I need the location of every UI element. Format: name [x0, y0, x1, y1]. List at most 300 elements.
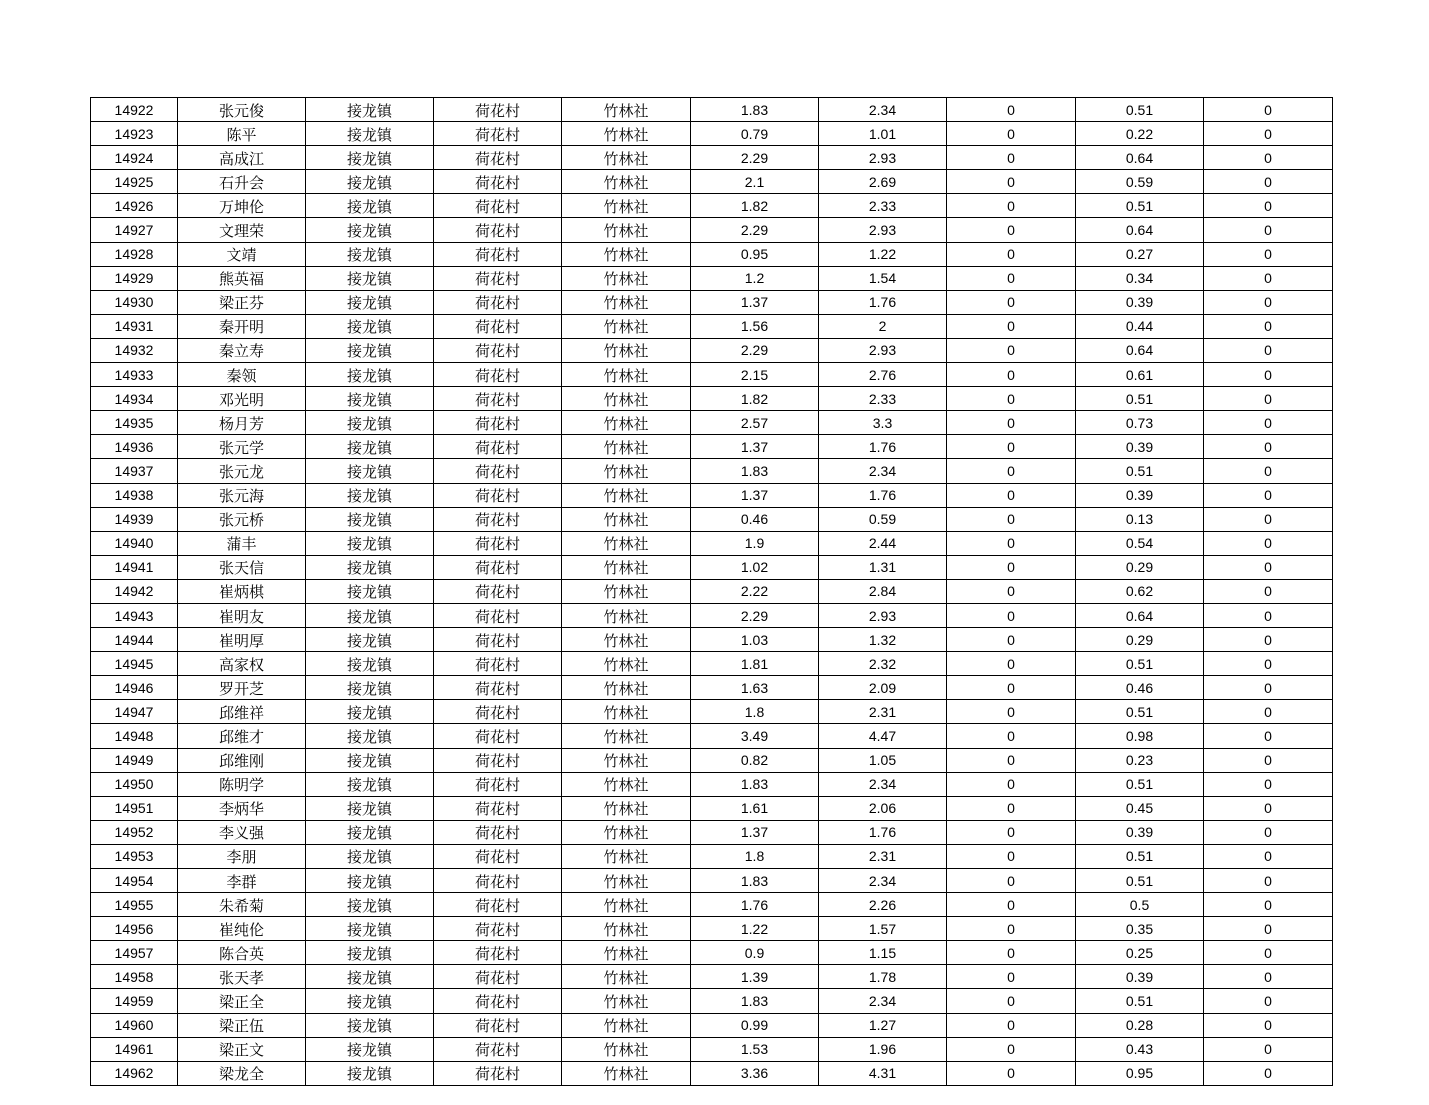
cell-id: 14943 [91, 603, 178, 627]
cell-value-a: 1.9 [691, 531, 819, 555]
table-row [91, 652, 1333, 676]
cell-value-c: 0 [947, 146, 1076, 170]
cell-id: 14962 [91, 1061, 178, 1085]
cell-value-c: 0 [947, 965, 1076, 989]
cell-town: 接龙镇 [306, 652, 434, 676]
cell-community: 竹林社 [562, 603, 691, 627]
cell-name: 文理荣 [178, 218, 306, 242]
cell-village: 荷花村 [434, 724, 562, 748]
table-row [91, 603, 1333, 627]
table-row [91, 218, 1333, 242]
cell-value-a: 3.36 [691, 1061, 819, 1085]
cell-id: 14936 [91, 435, 178, 459]
cell-community: 竹林社 [562, 146, 691, 170]
data-table [90, 97, 1333, 1086]
cell-value-b: 2.34 [819, 459, 947, 483]
cell-value-e: 0 [1204, 1061, 1333, 1085]
cell-town: 接龙镇 [306, 676, 434, 700]
cell-id: 14925 [91, 170, 178, 194]
cell-town: 接龙镇 [306, 1013, 434, 1037]
cell-value-b: 2.84 [819, 579, 947, 603]
cell-id: 14935 [91, 411, 178, 435]
cell-name: 梁正芬 [178, 290, 306, 314]
cell-value-b: 1.76 [819, 820, 947, 844]
cell-village: 荷花村 [434, 1061, 562, 1085]
cell-value-e: 0 [1204, 796, 1333, 820]
cell-value-c: 0 [947, 652, 1076, 676]
cell-community: 竹林社 [562, 507, 691, 531]
cell-id: 14949 [91, 748, 178, 772]
cell-value-c: 0 [947, 893, 1076, 917]
cell-name: 李义强 [178, 820, 306, 844]
cell-id: 14945 [91, 652, 178, 676]
cell-community: 竹林社 [562, 965, 691, 989]
cell-town: 接龙镇 [306, 146, 434, 170]
cell-value-d: 0.43 [1076, 1037, 1204, 1061]
table-row [91, 1061, 1333, 1085]
cell-value-d: 0.51 [1076, 652, 1204, 676]
cell-value-e: 0 [1204, 869, 1333, 893]
table-row [91, 314, 1333, 338]
cell-id: 14939 [91, 507, 178, 531]
cell-value-b: 2.44 [819, 531, 947, 555]
cell-community: 竹林社 [562, 363, 691, 387]
cell-value-b: 2 [819, 314, 947, 338]
cell-value-c: 0 [947, 772, 1076, 796]
cell-value-a: 1.83 [691, 772, 819, 796]
cell-value-e: 0 [1204, 603, 1333, 627]
cell-value-d: 0.54 [1076, 531, 1204, 555]
cell-town: 接龙镇 [306, 387, 434, 411]
cell-value-d: 0.51 [1076, 989, 1204, 1013]
cell-community: 竹林社 [562, 676, 691, 700]
cell-community: 竹林社 [562, 724, 691, 748]
cell-value-d: 0.62 [1076, 579, 1204, 603]
cell-value-a: 2.15 [691, 363, 819, 387]
cell-value-b: 2.34 [819, 989, 947, 1013]
cell-value-e: 0 [1204, 531, 1333, 555]
cell-value-c: 0 [947, 676, 1076, 700]
cell-value-b: 2.06 [819, 796, 947, 820]
cell-value-c: 0 [947, 266, 1076, 290]
cell-value-c: 0 [947, 435, 1076, 459]
table-row [91, 579, 1333, 603]
cell-value-e: 0 [1204, 579, 1333, 603]
cell-value-a: 2.57 [691, 411, 819, 435]
cell-value-c: 0 [947, 387, 1076, 411]
cell-community: 竹林社 [562, 531, 691, 555]
cell-village: 荷花村 [434, 483, 562, 507]
cell-id: 14941 [91, 555, 178, 579]
table-body [91, 98, 1333, 1086]
cell-value-b: 3.3 [819, 411, 947, 435]
cell-id: 14922 [91, 98, 178, 122]
cell-value-b: 2.93 [819, 146, 947, 170]
cell-town: 接龙镇 [306, 820, 434, 844]
cell-village: 荷花村 [434, 700, 562, 724]
cell-value-d: 0.73 [1076, 411, 1204, 435]
cell-value-c: 0 [947, 290, 1076, 314]
cell-name: 罗开芝 [178, 676, 306, 700]
cell-value-d: 0.64 [1076, 218, 1204, 242]
cell-town: 接龙镇 [306, 194, 434, 218]
cell-value-a: 1.63 [691, 676, 819, 700]
cell-value-c: 0 [947, 603, 1076, 627]
cell-value-a: 1.37 [691, 820, 819, 844]
cell-value-c: 0 [947, 844, 1076, 868]
table-row [91, 242, 1333, 266]
table-row [91, 363, 1333, 387]
cell-value-e: 0 [1204, 338, 1333, 362]
cell-id: 14957 [91, 941, 178, 965]
cell-name: 高成江 [178, 146, 306, 170]
cell-community: 竹林社 [562, 772, 691, 796]
table-row [91, 387, 1333, 411]
cell-value-a: 1.61 [691, 796, 819, 820]
cell-value-e: 0 [1204, 459, 1333, 483]
cell-id: 14950 [91, 772, 178, 796]
cell-village: 荷花村 [434, 146, 562, 170]
cell-community: 竹林社 [562, 387, 691, 411]
cell-village: 荷花村 [434, 965, 562, 989]
cell-value-d: 0.95 [1076, 1061, 1204, 1085]
cell-value-e: 0 [1204, 146, 1333, 170]
cell-id: 14944 [91, 628, 178, 652]
cell-value-c: 0 [947, 218, 1076, 242]
cell-town: 接龙镇 [306, 1061, 434, 1085]
cell-village: 荷花村 [434, 989, 562, 1013]
cell-community: 竹林社 [562, 820, 691, 844]
cell-value-d: 0.51 [1076, 459, 1204, 483]
table-row [91, 459, 1333, 483]
cell-village: 荷花村 [434, 917, 562, 941]
cell-value-b: 1.27 [819, 1013, 947, 1037]
table-row [91, 989, 1333, 1013]
cell-value-e: 0 [1204, 941, 1333, 965]
cell-id: 14923 [91, 122, 178, 146]
cell-value-e: 0 [1204, 748, 1333, 772]
cell-village: 荷花村 [434, 194, 562, 218]
cell-value-b: 2.69 [819, 170, 947, 194]
cell-value-d: 0.25 [1076, 941, 1204, 965]
table-row [91, 555, 1333, 579]
cell-name: 邓光明 [178, 387, 306, 411]
cell-value-b: 1.96 [819, 1037, 947, 1061]
cell-id: 14955 [91, 893, 178, 917]
table-row [91, 893, 1333, 917]
cell-value-c: 0 [947, 1037, 1076, 1061]
table-row [91, 1037, 1333, 1061]
cell-value-d: 0.51 [1076, 194, 1204, 218]
cell-town: 接龙镇 [306, 796, 434, 820]
cell-name: 张元龙 [178, 459, 306, 483]
cell-id: 14924 [91, 146, 178, 170]
cell-value-a: 2.29 [691, 146, 819, 170]
table-row [91, 146, 1333, 170]
cell-town: 接龙镇 [306, 338, 434, 362]
table-row [91, 628, 1333, 652]
cell-village: 荷花村 [434, 435, 562, 459]
cell-name: 张元海 [178, 483, 306, 507]
cell-value-b: 1.78 [819, 965, 947, 989]
cell-name: 李朋 [178, 844, 306, 868]
table-row [91, 820, 1333, 844]
table-row [91, 290, 1333, 314]
cell-id: 14928 [91, 242, 178, 266]
cell-value-d: 0.27 [1076, 242, 1204, 266]
cell-value-a: 0.9 [691, 941, 819, 965]
cell-community: 竹林社 [562, 941, 691, 965]
cell-village: 荷花村 [434, 1013, 562, 1037]
cell-town: 接龙镇 [306, 411, 434, 435]
cell-village: 荷花村 [434, 411, 562, 435]
cell-id: 14938 [91, 483, 178, 507]
cell-community: 竹林社 [562, 483, 691, 507]
cell-village: 荷花村 [434, 628, 562, 652]
cell-community: 竹林社 [562, 435, 691, 459]
cell-town: 接龙镇 [306, 363, 434, 387]
cell-value-b: 1.76 [819, 290, 947, 314]
table-row [91, 531, 1333, 555]
cell-value-c: 0 [947, 1061, 1076, 1085]
cell-name: 张元俊 [178, 98, 306, 122]
cell-value-a: 0.46 [691, 507, 819, 531]
cell-value-e: 0 [1204, 1013, 1333, 1037]
cell-community: 竹林社 [562, 266, 691, 290]
cell-value-b: 2.26 [819, 893, 947, 917]
cell-value-a: 1.83 [691, 98, 819, 122]
cell-name: 杨月芳 [178, 411, 306, 435]
cell-value-c: 0 [947, 314, 1076, 338]
cell-community: 竹林社 [562, 555, 691, 579]
cell-name: 熊英福 [178, 266, 306, 290]
cell-value-e: 0 [1204, 555, 1333, 579]
cell-town: 接龙镇 [306, 170, 434, 194]
cell-id: 14931 [91, 314, 178, 338]
cell-value-d: 0.51 [1076, 98, 1204, 122]
cell-town: 接龙镇 [306, 242, 434, 266]
cell-value-d: 0.51 [1076, 772, 1204, 796]
cell-value-c: 0 [947, 122, 1076, 146]
cell-id: 14927 [91, 218, 178, 242]
cell-town: 接龙镇 [306, 555, 434, 579]
cell-value-b: 2.33 [819, 194, 947, 218]
cell-value-e: 0 [1204, 290, 1333, 314]
cell-village: 荷花村 [434, 844, 562, 868]
cell-value-b: 1.31 [819, 555, 947, 579]
table-row [91, 1013, 1333, 1037]
cell-value-b: 2.76 [819, 363, 947, 387]
cell-value-c: 0 [947, 98, 1076, 122]
cell-value-d: 0.29 [1076, 628, 1204, 652]
cell-value-d: 0.23 [1076, 748, 1204, 772]
cell-value-d: 0.35 [1076, 917, 1204, 941]
cell-id: 14956 [91, 917, 178, 941]
cell-value-c: 0 [947, 796, 1076, 820]
cell-id: 14959 [91, 989, 178, 1013]
cell-name: 石升会 [178, 170, 306, 194]
cell-town: 接龙镇 [306, 917, 434, 941]
cell-value-a: 1.82 [691, 387, 819, 411]
cell-value-e: 0 [1204, 820, 1333, 844]
cell-value-a: 1.83 [691, 869, 819, 893]
cell-value-e: 0 [1204, 242, 1333, 266]
cell-value-c: 0 [947, 724, 1076, 748]
table-row [91, 796, 1333, 820]
table-row [91, 676, 1333, 700]
cell-value-c: 0 [947, 989, 1076, 1013]
cell-community: 竹林社 [562, 98, 691, 122]
table-row [91, 965, 1333, 989]
cell-value-d: 0.45 [1076, 796, 1204, 820]
cell-value-a: 1.83 [691, 459, 819, 483]
cell-value-e: 0 [1204, 652, 1333, 676]
cell-community: 竹林社 [562, 170, 691, 194]
cell-value-b: 2.34 [819, 772, 947, 796]
cell-name: 万坤伦 [178, 194, 306, 218]
cell-community: 竹林社 [562, 796, 691, 820]
cell-value-e: 0 [1204, 965, 1333, 989]
cell-id: 14960 [91, 1013, 178, 1037]
cell-name: 崔纯伦 [178, 917, 306, 941]
cell-value-b: 1.76 [819, 483, 947, 507]
cell-community: 竹林社 [562, 917, 691, 941]
cell-value-d: 0.22 [1076, 122, 1204, 146]
cell-community: 竹林社 [562, 1037, 691, 1061]
cell-name: 文靖 [178, 242, 306, 266]
cell-village: 荷花村 [434, 218, 562, 242]
cell-value-d: 0.51 [1076, 387, 1204, 411]
cell-value-c: 0 [947, 748, 1076, 772]
cell-town: 接龙镇 [306, 603, 434, 627]
cell-value-e: 0 [1204, 1037, 1333, 1061]
cell-value-c: 0 [947, 459, 1076, 483]
cell-value-d: 0.39 [1076, 965, 1204, 989]
table-row [91, 941, 1333, 965]
cell-value-e: 0 [1204, 844, 1333, 868]
cell-name: 梁正全 [178, 989, 306, 1013]
cell-community: 竹林社 [562, 869, 691, 893]
cell-village: 荷花村 [434, 579, 562, 603]
cell-id: 14929 [91, 266, 178, 290]
cell-village: 荷花村 [434, 387, 562, 411]
cell-town: 接龙镇 [306, 941, 434, 965]
cell-id: 14926 [91, 194, 178, 218]
cell-value-b: 1.01 [819, 122, 947, 146]
cell-value-d: 0.39 [1076, 290, 1204, 314]
cell-value-c: 0 [947, 700, 1076, 724]
cell-value-d: 0.61 [1076, 363, 1204, 387]
cell-value-e: 0 [1204, 314, 1333, 338]
cell-village: 荷花村 [434, 314, 562, 338]
table-row [91, 435, 1333, 459]
cell-value-a: 2.29 [691, 338, 819, 362]
table-row [91, 338, 1333, 362]
cell-id: 14948 [91, 724, 178, 748]
cell-town: 接龙镇 [306, 266, 434, 290]
cell-value-e: 0 [1204, 170, 1333, 194]
cell-community: 竹林社 [562, 122, 691, 146]
cell-value-a: 2.22 [691, 579, 819, 603]
cell-value-b: 2.31 [819, 700, 947, 724]
cell-name: 梁正伍 [178, 1013, 306, 1037]
cell-name: 梁正文 [178, 1037, 306, 1061]
cell-value-b: 4.47 [819, 724, 947, 748]
cell-community: 竹林社 [562, 1013, 691, 1037]
cell-value-d: 0.44 [1076, 314, 1204, 338]
cell-value-e: 0 [1204, 989, 1333, 1013]
cell-town: 接龙镇 [306, 98, 434, 122]
table-row [91, 194, 1333, 218]
cell-value-a: 1.37 [691, 435, 819, 459]
cell-value-b: 0.59 [819, 507, 947, 531]
cell-value-a: 1.03 [691, 628, 819, 652]
cell-name: 张天孝 [178, 965, 306, 989]
cell-value-d: 0.51 [1076, 844, 1204, 868]
cell-value-d: 0.64 [1076, 146, 1204, 170]
cell-value-a: 1.76 [691, 893, 819, 917]
cell-village: 荷花村 [434, 820, 562, 844]
cell-village: 荷花村 [434, 893, 562, 917]
cell-village: 荷花村 [434, 676, 562, 700]
cell-value-e: 0 [1204, 411, 1333, 435]
cell-value-d: 0.46 [1076, 676, 1204, 700]
cell-value-c: 0 [947, 363, 1076, 387]
cell-community: 竹林社 [562, 989, 691, 1013]
cell-value-d: 0.39 [1076, 820, 1204, 844]
cell-value-c: 0 [947, 194, 1076, 218]
cell-value-a: 0.95 [691, 242, 819, 266]
cell-value-b: 1.57 [819, 917, 947, 941]
cell-value-a: 2.29 [691, 218, 819, 242]
cell-value-d: 0.5 [1076, 893, 1204, 917]
table-row [91, 266, 1333, 290]
cell-village: 荷花村 [434, 266, 562, 290]
cell-value-e: 0 [1204, 266, 1333, 290]
cell-value-b: 1.32 [819, 628, 947, 652]
cell-value-b: 2.34 [819, 869, 947, 893]
cell-name: 秦立寿 [178, 338, 306, 362]
cell-value-c: 0 [947, 483, 1076, 507]
cell-value-e: 0 [1204, 194, 1333, 218]
cell-town: 接龙镇 [306, 724, 434, 748]
table-row [91, 98, 1333, 122]
cell-town: 接龙镇 [306, 218, 434, 242]
cell-value-b: 2.32 [819, 652, 947, 676]
cell-town: 接龙镇 [306, 435, 434, 459]
cell-village: 荷花村 [434, 363, 562, 387]
table-row [91, 700, 1333, 724]
cell-town: 接龙镇 [306, 628, 434, 652]
cell-id: 14953 [91, 844, 178, 868]
cell-value-c: 0 [947, 579, 1076, 603]
cell-name: 张元学 [178, 435, 306, 459]
cell-value-c: 0 [947, 242, 1076, 266]
cell-village: 荷花村 [434, 796, 562, 820]
cell-value-c: 0 [947, 507, 1076, 531]
cell-village: 荷花村 [434, 1037, 562, 1061]
cell-value-c: 0 [947, 820, 1076, 844]
cell-value-a: 0.79 [691, 122, 819, 146]
cell-value-b: 1.15 [819, 941, 947, 965]
cell-village: 荷花村 [434, 338, 562, 362]
cell-value-c: 0 [947, 917, 1076, 941]
cell-value-b: 2.93 [819, 338, 947, 362]
cell-town: 接龙镇 [306, 122, 434, 146]
cell-value-b: 1.54 [819, 266, 947, 290]
cell-value-d: 0.29 [1076, 555, 1204, 579]
cell-value-e: 0 [1204, 122, 1333, 146]
